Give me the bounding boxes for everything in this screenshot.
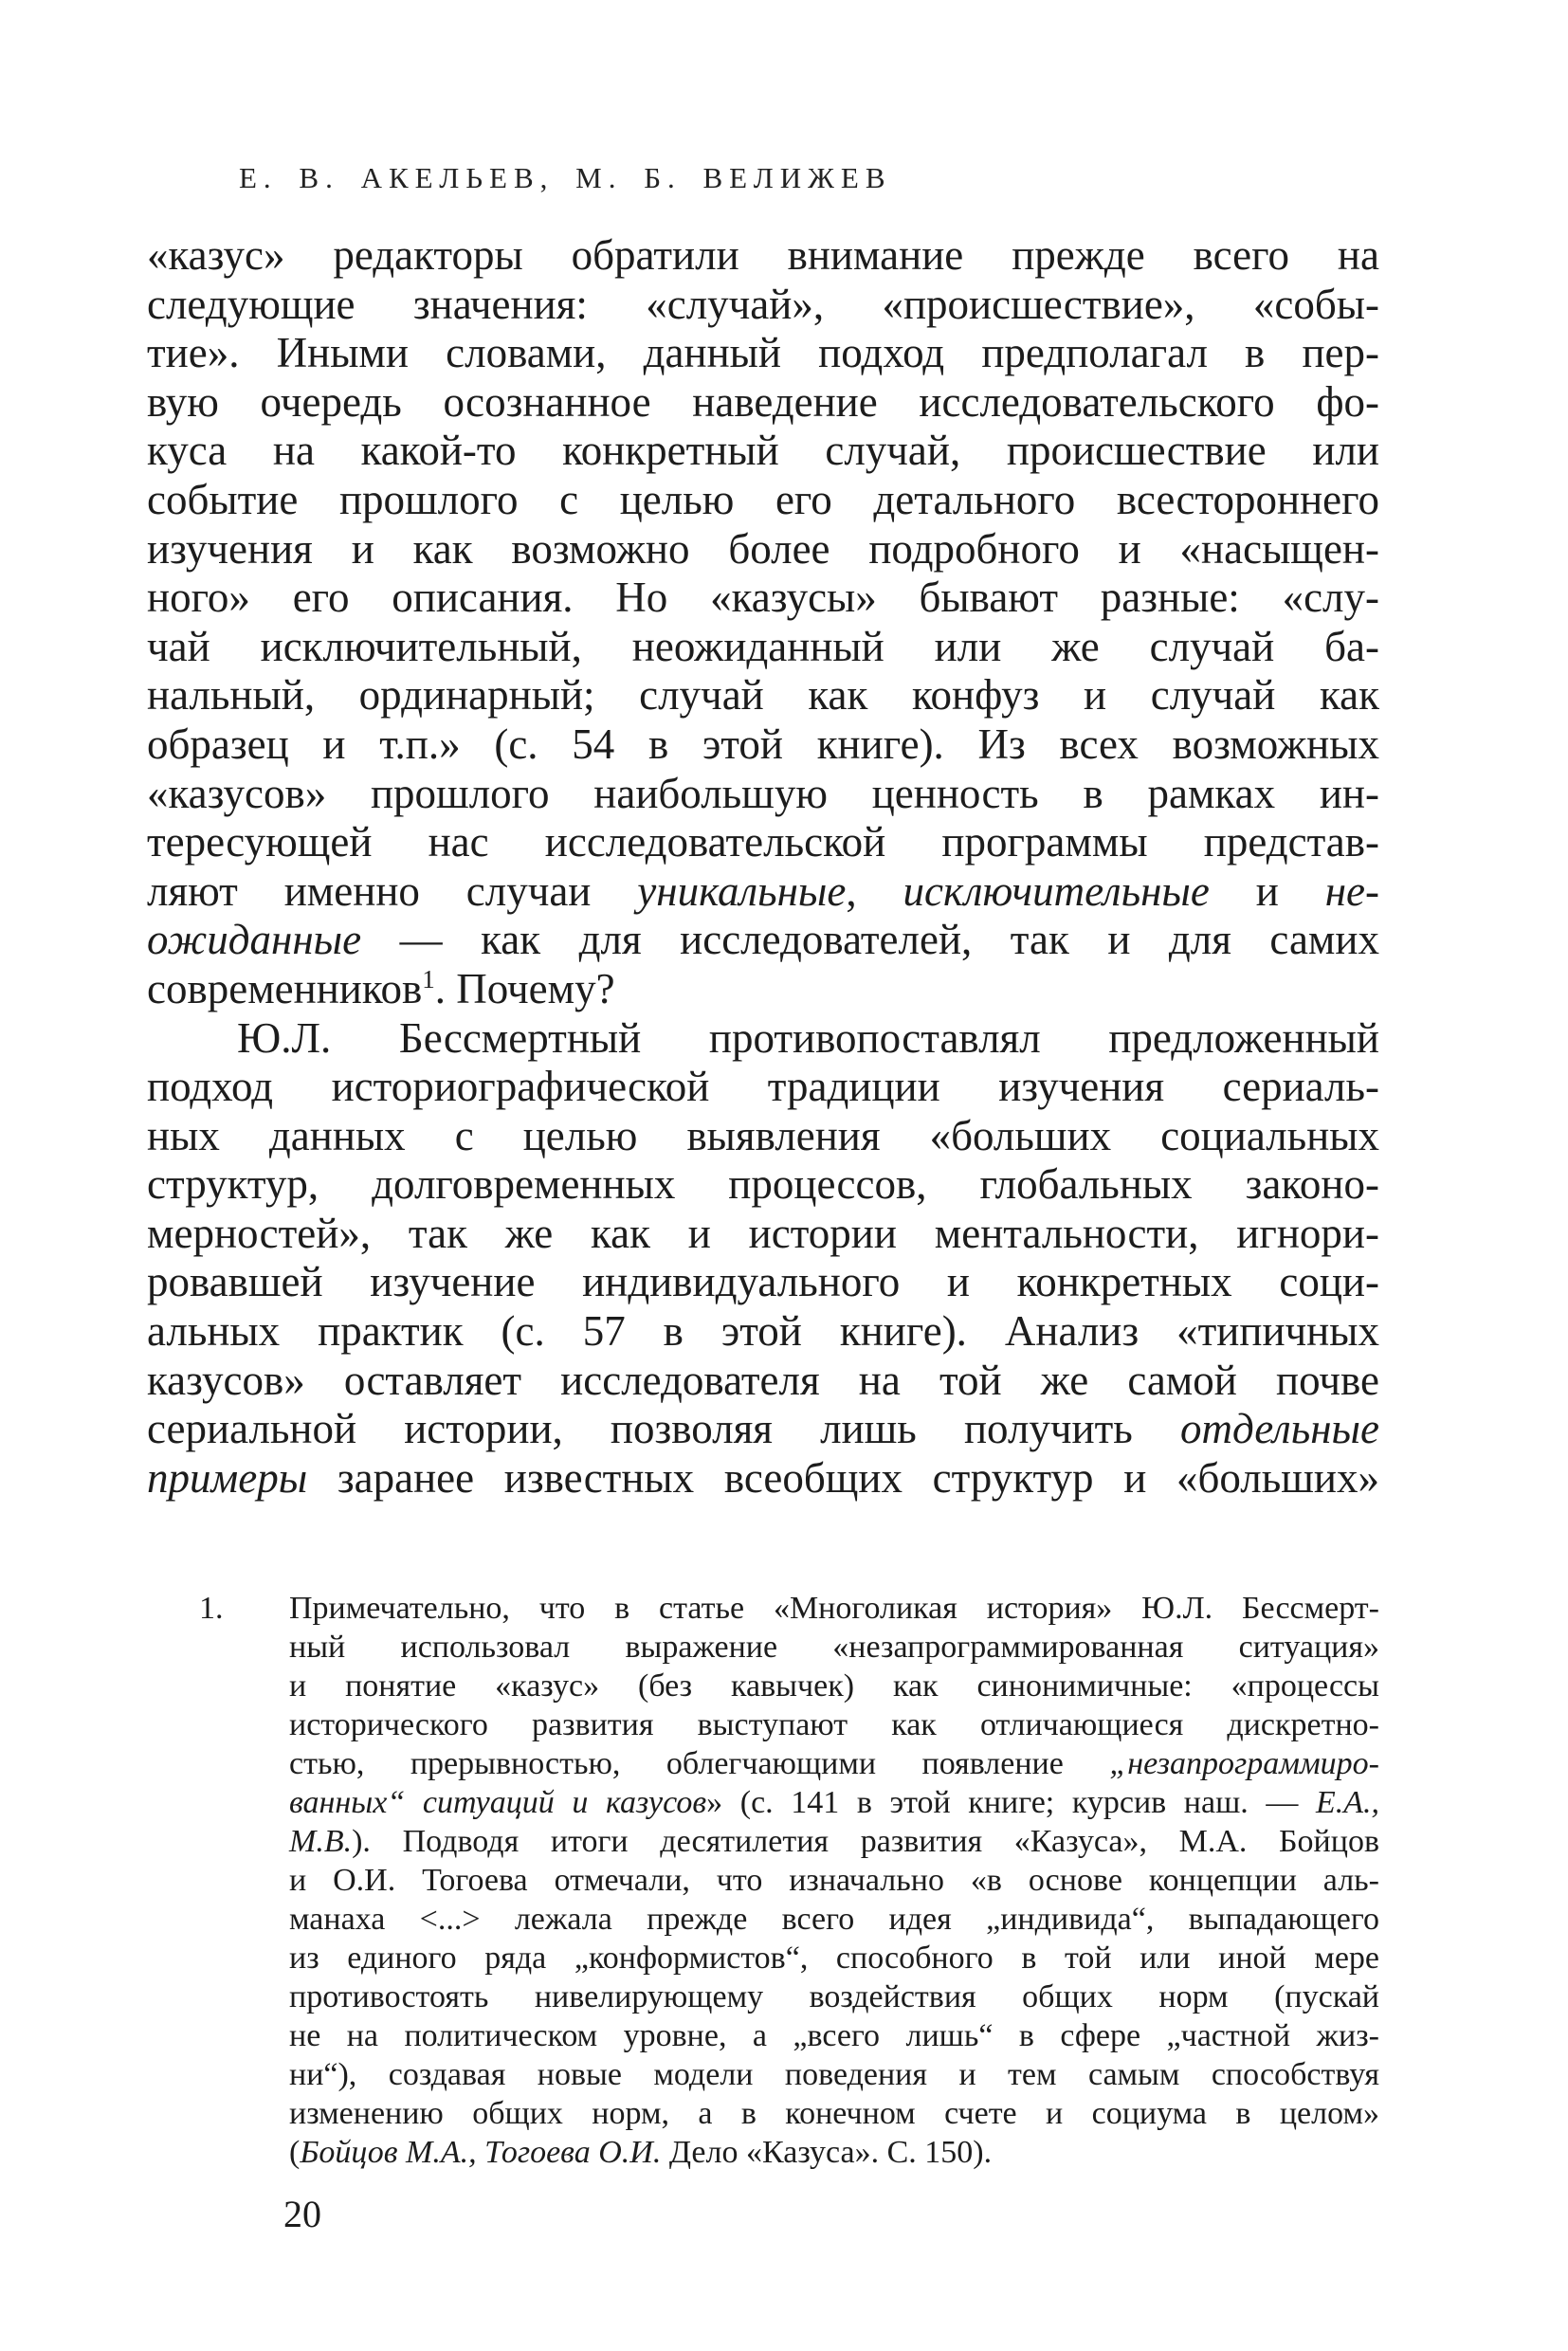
text-line: альных практик (с. 57 в этой книге). Анализ «типичных (147, 1307, 1379, 1356)
body-text (147, 231, 1379, 1503)
text-line: Примечательно, что в статье «Многоликая история» Ю.Л. Бессмерт- (289, 1591, 1379, 1626)
text-line: ни“), создавая новые модели поведения и тем самым способствуя (289, 2057, 1379, 2092)
text-line: ных данных с целью выявления «больших социальных (147, 1111, 1379, 1159)
text-line: стью, прерывностью, облегчающими появление „незапрограммиро- (289, 1746, 1379, 1781)
text-line: тересующей нас исследовательской программы представ- (147, 818, 1379, 866)
text-line: (Бойцов М.А., Тогоева О.И. Дело «Казуса». С. 150). (289, 2135, 993, 2170)
text-line: Ю.Л. Бессмертный противопоставлял предложенный (237, 1013, 1379, 1062)
text-line: манаха <...> лежала прежде всего идея „индивида“, выпадающего (289, 1902, 1379, 1937)
text-line: примеры заранее известных всеобщих структур и «больших» (147, 1453, 1379, 1502)
text-line: ровавшей изучение индивидуального и конкретных соци- (147, 1258, 1379, 1306)
text-line: ляют именно случаи уникальные, исключительные и не- (147, 866, 1379, 915)
text-line: изменению общих норм, а в конечном счете и социума в целом» (289, 2096, 1379, 2131)
text-line: ожиданные — как для исследователей, так и для самих (147, 916, 1379, 964)
text-line: казусов» оставляет исследователя на той же самой почве (147, 1356, 1379, 1404)
text-line: вую очередь осознанное наведение исследовательского фо- (147, 377, 1379, 426)
text-line: нальный, ординарный; случай как конфуз и случай как (147, 671, 1379, 720)
text-line: образец и т.п.» (с. 54 в этой книге). Из всех возможных (147, 720, 1379, 768)
text-line: исторического развития выступают как отличающиеся дискретно- (289, 1707, 1379, 1742)
text-line: ный использовал выражение «незапрограммированная ситуация» (289, 1630, 1379, 1665)
footnote (147, 1589, 1379, 2172)
text-line: тие». Иными словами, данный подход предполагал в пер- (147, 329, 1379, 377)
text-line: М.В.). Подводя итоги десятилетия развития «Казуса», М.А. Бойцов (289, 1824, 1379, 1859)
text-line: событие прошлого с целью его детального всестороннего (147, 475, 1379, 523)
text-line: чай исключительный, неожиданный или же случай ба- (147, 622, 1379, 670)
page-number: 20 (283, 2193, 321, 2235)
text-line: куса на какой-то конкретный случай, происшествие или (147, 427, 1379, 475)
text-line: не на политическом уровне, а „всего лишь“ в сфере „частной жиз- (289, 2018, 1379, 2053)
text-line: «казус» редакторы обратили внимание прежде всего на (147, 231, 1379, 279)
text-line: следующие значения: «случай», «происшествие», «собы- (147, 280, 1379, 328)
text-line: структур, долговременных процессов, глобальных законо- (147, 1160, 1379, 1209)
text-line: и О.И. Тогоева отмечали, что изначально «в основе концепции аль- (289, 1863, 1379, 1898)
text-line: и понятие «казус» (без кавычек) как синонимичные: «процессы (289, 1668, 1379, 1704)
footnote-lines (289, 1589, 1379, 2172)
text-line: современников$^1$. Почему? (147, 964, 615, 1012)
text-line: противостоять нивелирующему воздействия общих норм (пускай (289, 1979, 1379, 2014)
text-line: сериальной истории, позволяя лишь получить отдельные (147, 1405, 1379, 1453)
text-line: подход историографической традиции изучения сериаль- (147, 1063, 1379, 1111)
text-line: из единого ряда „конформистов“, способного в той или иной мере (289, 1941, 1379, 1976)
text-line: «казусов» прошлого наибольшую ценность в рамках ин- (147, 769, 1379, 817)
running-head: Е. В. АКЕЛЬЕВ, М. Б. ВЕЛИЖЕВ (239, 161, 892, 194)
text-line: изучения и как возможно более подробного и «насыщен- (147, 524, 1379, 573)
text-line: ванных“ ситуаций и казусов» (с. 141 в этой книге; курсив наш. — Е.А., (289, 1785, 1380, 1820)
text-line: мерностей», так же как и истории ментальности, игнори- (147, 1209, 1379, 1257)
text-line: ного» его описания. Но «казусы» бывают разные: «слу- (147, 574, 1379, 622)
footnote-marker: 1. (199, 1591, 224, 1626)
